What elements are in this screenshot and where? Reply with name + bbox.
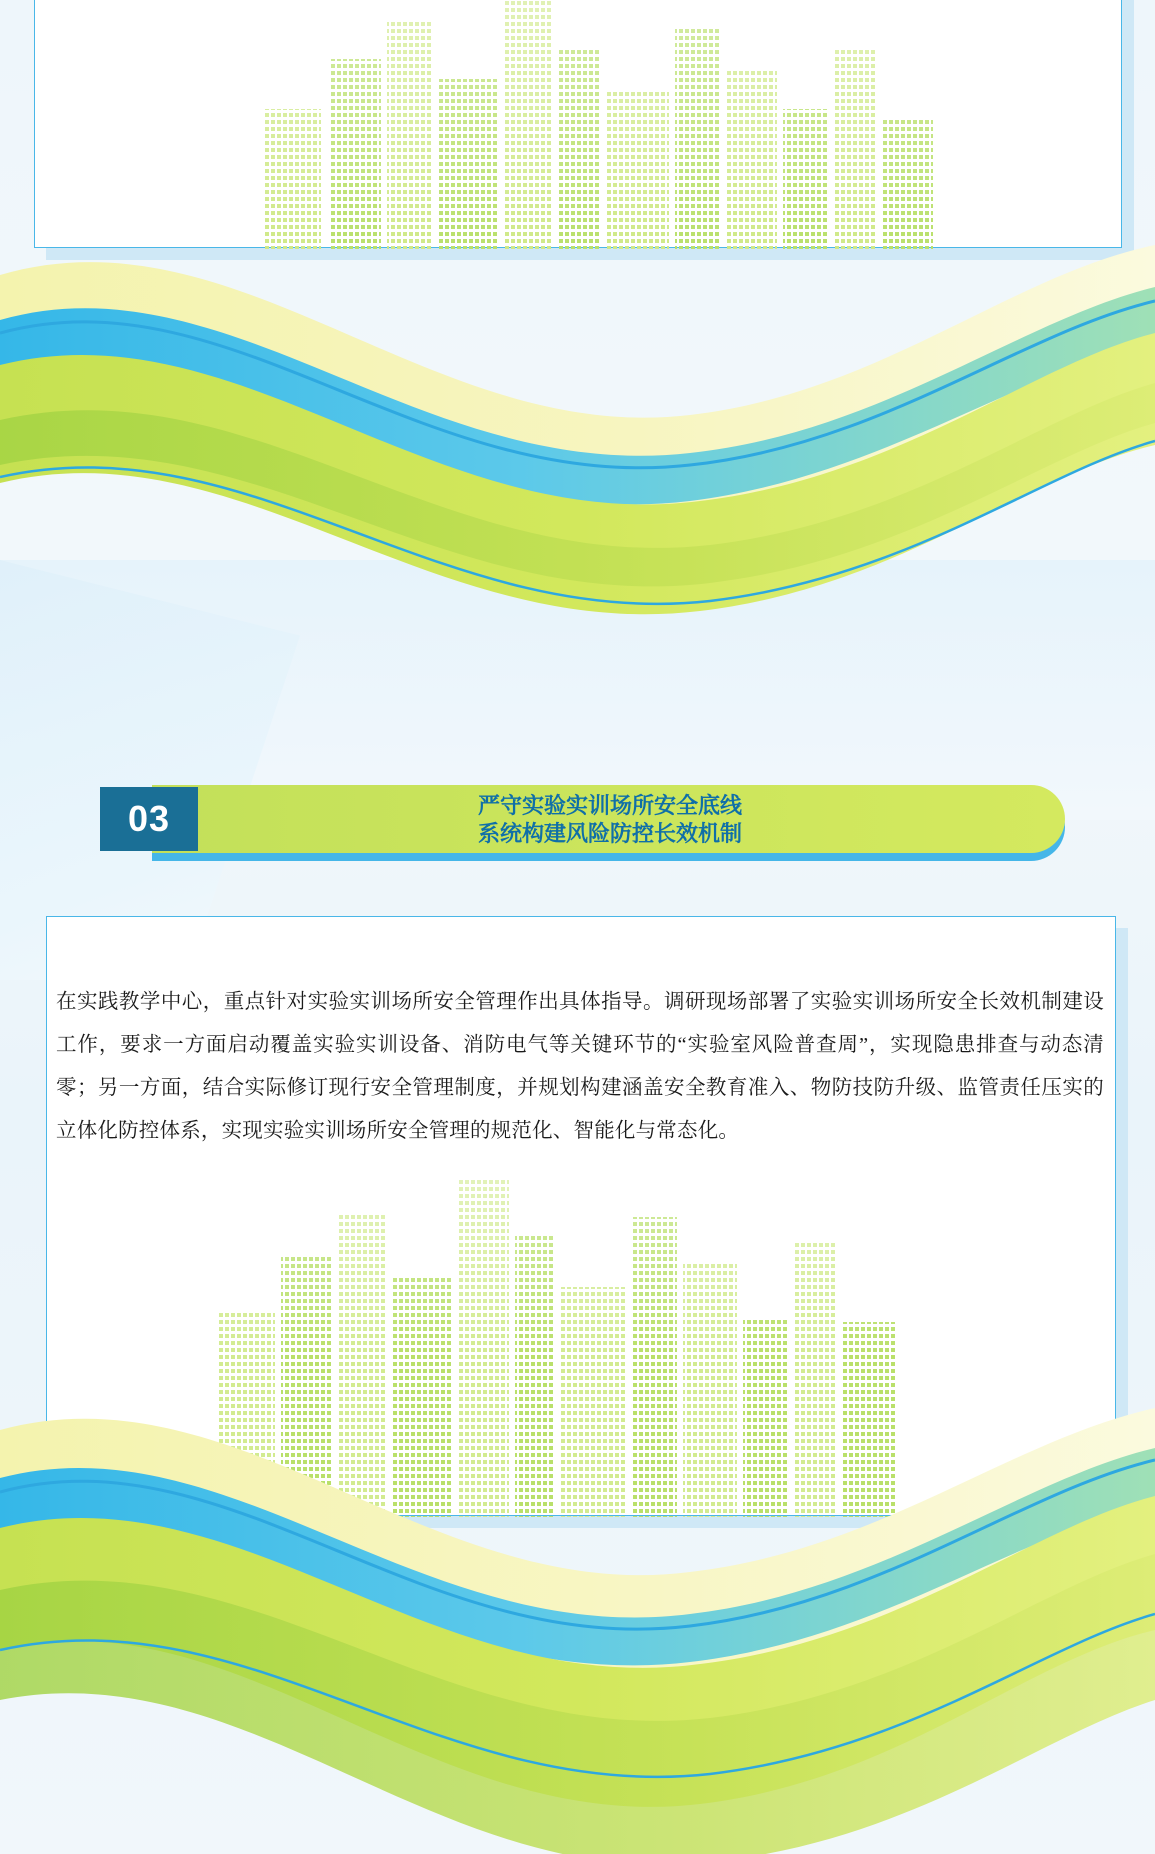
section-header bbox=[100, 785, 1065, 861]
section-number-badge bbox=[100, 787, 198, 851]
top-content-card bbox=[34, 0, 1122, 248]
city-skyline-illustration bbox=[205, 0, 965, 249]
body-paragraph: 在实践教学中心，重点针对实验实训场所安全管理作出具体指导。调研现场部署了实验实训场所安全长效机制建设工作，要求一方面启动覆盖实验实训设备、消防电气等关键环节的“实验室风险普查周”，实现隐患排查与动态清零；另一方面，结合实际修订现行安全管理制度，并规划构建涵盖安全教育准入、物防技防升级、监管责任压实的立体化防控体系，实现实验实训场所安全管理的规范化、智能化与常态化。 bbox=[56, 990, 1104, 1142]
section-title-line2: 系统构建风险防控长效机制 bbox=[477, 821, 742, 846]
section-title-line1: 严守实验实训场所安全底线 bbox=[477, 793, 742, 818]
section-number: 03 bbox=[127, 798, 171, 839]
section-title bbox=[210, 789, 1010, 851]
city-skyline-illustration bbox=[177, 1117, 967, 1517]
